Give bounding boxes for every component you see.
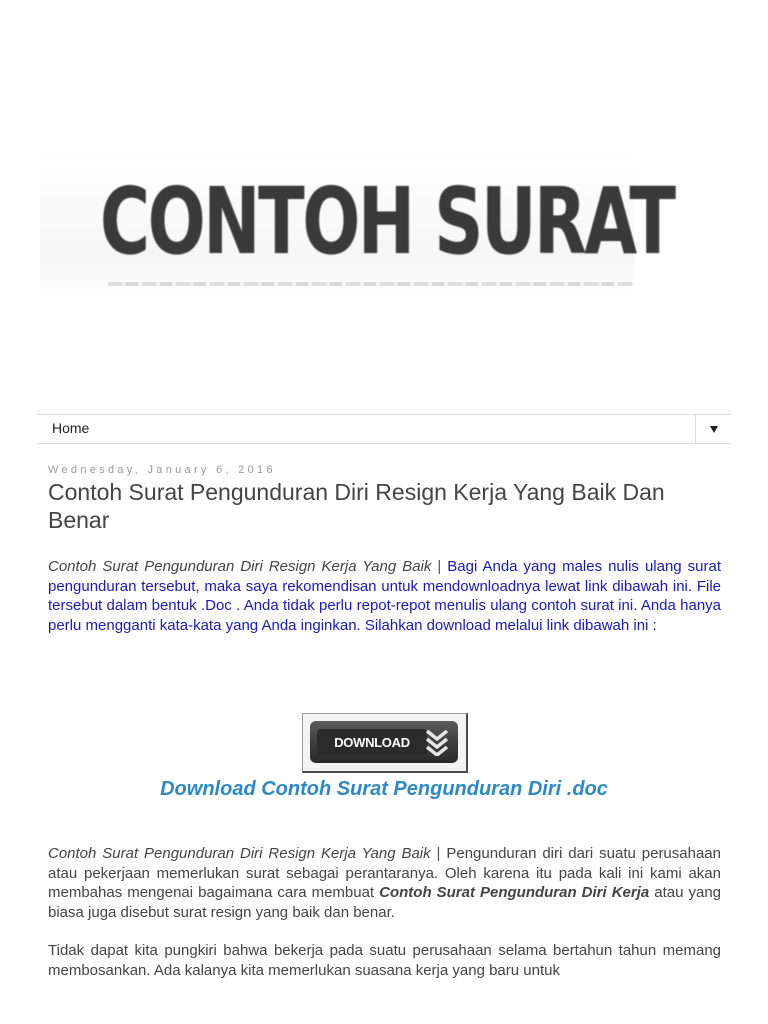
chevrons-down-icon bbox=[424, 728, 450, 756]
paragraph-body-b: atau yang biasa juga disebut surat resign yang baik dan benar. bbox=[48, 884, 721, 921]
body-paragraph-1 bbox=[48, 844, 721, 922]
banner-tagline bbox=[108, 282, 633, 286]
download-doc-link[interactable]: Download Contoh Surat Pengunduran Diri .doc bbox=[160, 778, 608, 800]
body-paragraph-2: Tidak dapat kita pungkiri bahwa bekerja pada suatu perusahaan selama bertahun tahun memang membosankan. Ada kalanya kita memerlukan suasana kerja yang baru untuk bbox=[48, 942, 721, 979]
caret-down-icon bbox=[710, 426, 718, 433]
intro-separator: | bbox=[431, 558, 448, 575]
nav-bar bbox=[37, 414, 731, 444]
download-button-label: DOWNLOAD bbox=[317, 729, 427, 755]
post-date: Wednesday, January 6, 2016 bbox=[48, 464, 276, 476]
paragraph-lead: Contoh Surat Pengunduran Diri Resign Kerja Yang Baik bbox=[48, 845, 431, 862]
download-button[interactable] bbox=[302, 713, 468, 773]
paragraph-keyword: Contoh Surat Pengunduran Diri Kerja bbox=[379, 884, 650, 902]
intro-lead: Contoh Surat Pengunduran Diri Resign Kerja Yang Baik bbox=[48, 558, 432, 575]
intro-body: Bagi Anda yang males nulis ulang surat pengunduran tersebut, maka saya rekomendisan untuk mendownloadnya lewat link dibawah ini. File tersebut dalam bentuk .Doc . Anda tidak perlu repot-repot menulis ulang contoh surat ini. Anda hanya perlu mengganti kata-kata yang Anda inginkan. Silahkan download melalui link dibawah ini : bbox=[48, 558, 721, 634]
nav-menu-toggle[interactable] bbox=[695, 415, 731, 443]
post-title: Contoh Surat Pengunduran Diri Resign Kerja Yang Baik Dan Benar bbox=[48, 479, 665, 533]
paragraph-separator: | bbox=[430, 845, 447, 862]
banner-title[interactable]: CONTOH SURAT bbox=[100, 168, 674, 275]
intro-paragraph bbox=[48, 557, 721, 635]
download-button-face bbox=[310, 721, 458, 763]
paragraph-body-a: Pengunduran diri dari suatu perusahaan atau pekerjaan memerlukan surat sebagai perantaranya. Oleh karena itu pada kali ini kami akan membahas mengenai bagaimana cara membuat bbox=[48, 845, 721, 902]
nav-home-link[interactable]: Home bbox=[52, 420, 90, 436]
